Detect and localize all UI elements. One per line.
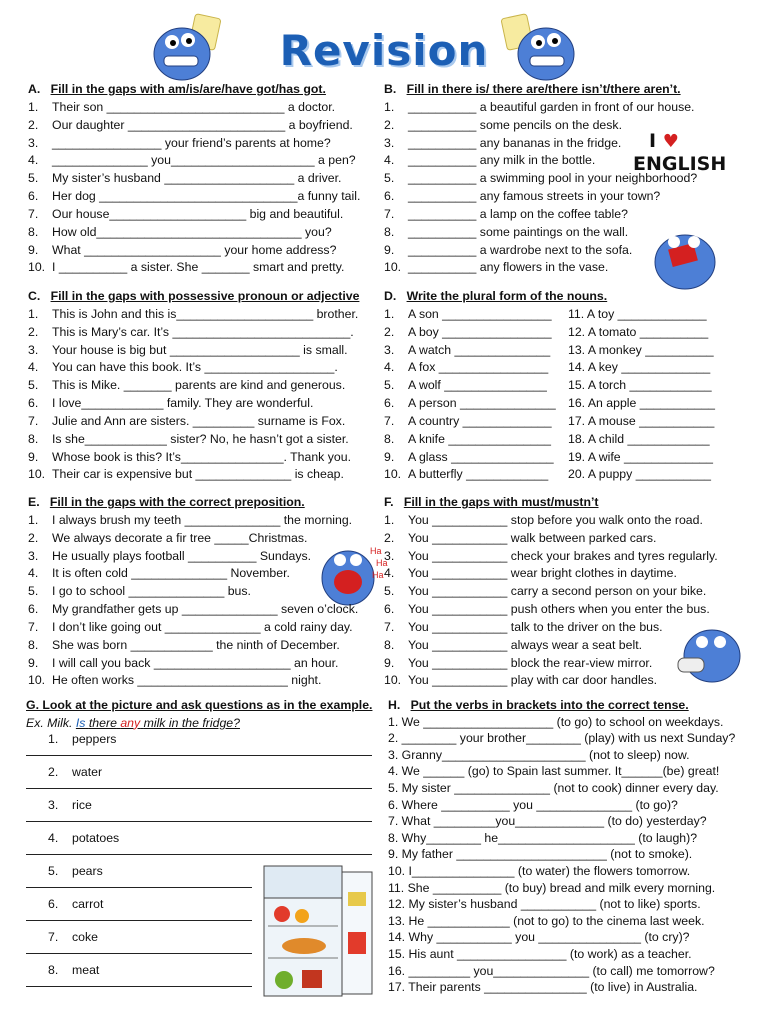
exercise-item: 3. ________________ your friend’s parents at home? <box>28 135 331 150</box>
exercise-item: 9. What ____________________ your home address? <box>28 242 337 257</box>
exercise-item: 3. A watch ______________ 13. A monkey __________ <box>384 342 714 357</box>
exercise-item: 10. Their car is expensive but ______________ is cheap. <box>28 467 344 482</box>
exercise-item: 10. I_______________ (to water) the flowers tomorrow. <box>388 863 691 878</box>
exercise-item: 7. You ___________ talk to the driver on the bus. <box>384 619 663 634</box>
section-d <box>384 288 754 484</box>
exercise-item: 14. Why ___________ you _______________ (to cry)? <box>388 930 690 945</box>
exercise-item: 9. A glass _______________ 19. A wife _____________ <box>384 449 713 464</box>
exercise-item: 4. You can have this book. It’s ___________________. <box>28 360 338 375</box>
exercise-item: 2. Our daughter _______________________ a boyfriend. <box>28 117 353 132</box>
exercise-item: 9. You ___________ block the rear-view mirror. <box>384 655 653 670</box>
section-h <box>388 697 758 996</box>
exercise-item: 5. This is Mike. _______ parents are kind and generous. <box>28 378 346 393</box>
section-heading: B. Fill in there is/ there are/there isn’t/there aren’t. <box>384 82 681 96</box>
exercise-item: 9. __________ a wardrobe next to the sofa. <box>384 242 633 257</box>
exercise-item: 3. Granny_____________________ (not to sleep) now. <box>388 747 690 762</box>
exercise-item: 7. __________ a lamp on the coffee table? <box>384 206 628 221</box>
section-a <box>28 81 368 277</box>
exercise-item: 6. Where __________ you ______________ (to go)? <box>388 797 678 812</box>
exercise-item: 2. We always decorate a fir tree _____Christmas. <box>28 530 308 545</box>
exercise-item: 3. You ___________ check your brakes and tyres regularly. <box>384 548 718 563</box>
exercise-item: 4. __________ any milk in the bottle. <box>384 153 596 168</box>
exercise-item: 6. You ___________ push others when you enter the bus. <box>384 602 710 617</box>
monster-mascot-icon <box>500 12 580 82</box>
exercise-item: 6. I love____________ family. They are wonderful. <box>28 396 314 411</box>
exercise-item: 2. A boy ________________ 12. A tomato __________ <box>384 324 709 339</box>
exercise-item: 3. Your house is big but ___________________ is small. <box>28 342 348 357</box>
exercise-item: 9. Whose book is this? It’s_______________. Thank you. <box>28 449 351 464</box>
exercise-item: 8. Why________ he____________________ (to laugh)? <box>388 830 698 845</box>
exercise-item: 10. A butterfly ____________ 20. A puppy ___________ <box>384 467 711 482</box>
example-line: Ex. Milk. Is there any milk in the fridge? <box>26 715 240 730</box>
exercise-item: 2. This is Mary’s car. It’s __________________________. <box>28 324 354 339</box>
exercise-item: 3. __________ any bananas in the fridge. <box>384 135 622 150</box>
exercise-item: 10. __________ any flowers in the vase. <box>384 260 609 275</box>
exercise-item: 4. A fox ________________ 14. A key _____________ <box>384 360 711 375</box>
exercise-item: 8. __________ some paintings on the wall. <box>384 224 629 239</box>
question-item: 4. potatoes <box>26 830 376 863</box>
exercise-item: 1. We ___________________ (to go) to school on weekdays. <box>388 714 724 729</box>
exercise-item: 9. My father ______________________ (not to smoke). <box>388 847 693 862</box>
exercise-item: 2. You ___________ walk between parked cars. <box>384 530 657 545</box>
exercise-item: 8. Is she____________ sister? No, he hasn’t got a sister. <box>28 431 349 446</box>
exercise-item: 5. A wolf _______________ 15. A torch ____________ <box>384 378 712 393</box>
exercise-item: 16. _________ you______________ (to call) me tomorrow? <box>388 963 715 978</box>
exercise-item: 7. What _________you_____________ (to do) yesterday? <box>388 814 707 829</box>
heart-icon: ♥ <box>662 131 679 152</box>
exercise-item: 1. I always brush my teeth ______________ the morning. <box>28 512 353 527</box>
section-heading: D. Write the plural form of the nouns. <box>384 289 608 303</box>
monster-mascot-icon <box>148 12 228 82</box>
section-c <box>28 288 373 484</box>
exercise-item: 1. This is John and this is____________________ brother. <box>28 306 359 321</box>
section-b <box>384 81 754 277</box>
exercise-item: 4. It is often cold ______________ November. <box>28 566 290 581</box>
exercise-item: 11. She __________ (to buy) bread and milk every morning. <box>388 880 716 895</box>
exercise-item: 7. Julie and Ann are sisters. _________ surname is Fox. <box>28 413 346 428</box>
svg-text:Ha: Ha <box>376 558 388 568</box>
i-love-english-logo: I ♥ ENGLISH <box>633 130 727 175</box>
exercise-item: 2. ________ your brother________ (play) with us next Sunday? <box>388 731 736 746</box>
exercise-item: 1. You ___________ stop before you walk onto the road. <box>384 512 703 527</box>
section-heading: A. Fill in the gaps with am/is/are/have got/has got. <box>28 82 326 96</box>
exercise-item: 4. You ___________ wear bright clothes in daytime. <box>384 566 677 581</box>
exercise-item: 4. ______________ you_____________________ a pen? <box>28 153 356 168</box>
exercise-item: 5. You ___________ carry a second person on your bike. <box>384 584 707 599</box>
question-item: 3. rice <box>26 797 376 830</box>
exercise-item: 2. __________ some pencils on the desk. <box>384 117 622 132</box>
exercise-item: 1. A son ________________ 11. A toy _____________ <box>384 306 707 321</box>
svg-text:Ha: Ha <box>372 570 384 580</box>
exercise-item: 3. He usually plays football __________ Sundays. <box>28 548 312 563</box>
section-f <box>384 494 754 690</box>
exercise-item: 9. I will call you back ____________________ an hour. <box>28 655 339 670</box>
section-g <box>26 697 376 733</box>
exercise-item: 8. A knife _______________ 18. A child ____________ <box>384 431 710 446</box>
exercise-item: 7. I don’t like going out ______________ a cold rainy day. <box>28 619 353 634</box>
section-g-items <box>26 731 376 995</box>
section-heading: F. Fill in the gaps with must/mustn’t <box>384 495 599 509</box>
exercise-item: 5. My sister ______________ (not to cook) dinner every day. <box>388 780 719 795</box>
exercise-item: 10. I __________ a sister. She _______ smart and pretty. <box>28 260 345 275</box>
exercise-item: 8. She was born ____________ the ninth of December. <box>28 637 340 652</box>
exercise-item: 6. Her dog _____________________________a funny tail. <box>28 189 361 204</box>
question-item: 8. meat <box>26 962 376 995</box>
exercise-item: 12. My sister’s husband ___________ (not to like) sports. <box>388 897 701 912</box>
exercise-item: 7. Our house____________________ big and beautiful. <box>28 206 344 221</box>
exercise-item: 8. How old______________________________ you? <box>28 224 332 239</box>
exercise-item: 6. __________ any famous streets in your town? <box>384 189 661 204</box>
section-heading: H. Put the verbs in brackets into the correct tense. <box>388 698 689 712</box>
exercise-item: 7. A country _____________ 17. A mouse ___________ <box>384 413 715 428</box>
exercise-item: 13. He ____________ (not to go) to the cinema last week. <box>388 913 705 928</box>
section-heading: G. Look at the picture and ask questions as in the example. <box>26 698 373 712</box>
exercise-item: 10. He often works ______________________ night. <box>28 673 322 688</box>
ha-text: Ha <box>370 546 382 556</box>
question-item: 7. coke <box>26 929 376 962</box>
exercise-item: 5. My sister’s husband ___________________ a driver. <box>28 171 342 186</box>
question-item: 5. pears <box>26 863 376 896</box>
exercise-item: 8. You ___________ always wear a seat belt. <box>384 637 643 652</box>
exercise-item: 15. His aunt ________________ (to work) as a teacher. <box>388 946 692 961</box>
exercise-item: 5. __________ a swimming pool in your neighborhood? <box>384 171 698 186</box>
exercise-item: 6. My grandfather gets up ______________ seven o’clock. <box>28 602 359 617</box>
exercise-item: 5. I go to school ______________ bus. <box>28 584 251 599</box>
exercise-item: 4. We ______ (go) to Spain last summer. It______(be) great! <box>388 764 720 779</box>
section-heading: C. Fill in the gaps with possessive pronoun or adjective <box>28 289 360 303</box>
exercise-item: 10. You ___________ play with car door handles. <box>384 673 658 688</box>
exercise-item: 6. A person ______________ 16. An apple ___________ <box>384 396 716 411</box>
exercise-item: 1. Their son __________________________ a doctor. <box>28 99 336 114</box>
page-title: Revision <box>279 26 489 75</box>
question-item: 2. water <box>26 764 376 797</box>
question-item: 1. peppers <box>26 731 376 764</box>
exercise-item: 17. Their parents _______________ (to live) in Australia. <box>388 980 698 995</box>
exercise-item: 1. __________ a beautiful garden in front of our house. <box>384 99 695 114</box>
section-e <box>28 494 373 690</box>
section-heading: E. Fill in the gaps with the correct preposition. <box>28 495 305 509</box>
question-item: 6. carrot <box>26 896 376 929</box>
